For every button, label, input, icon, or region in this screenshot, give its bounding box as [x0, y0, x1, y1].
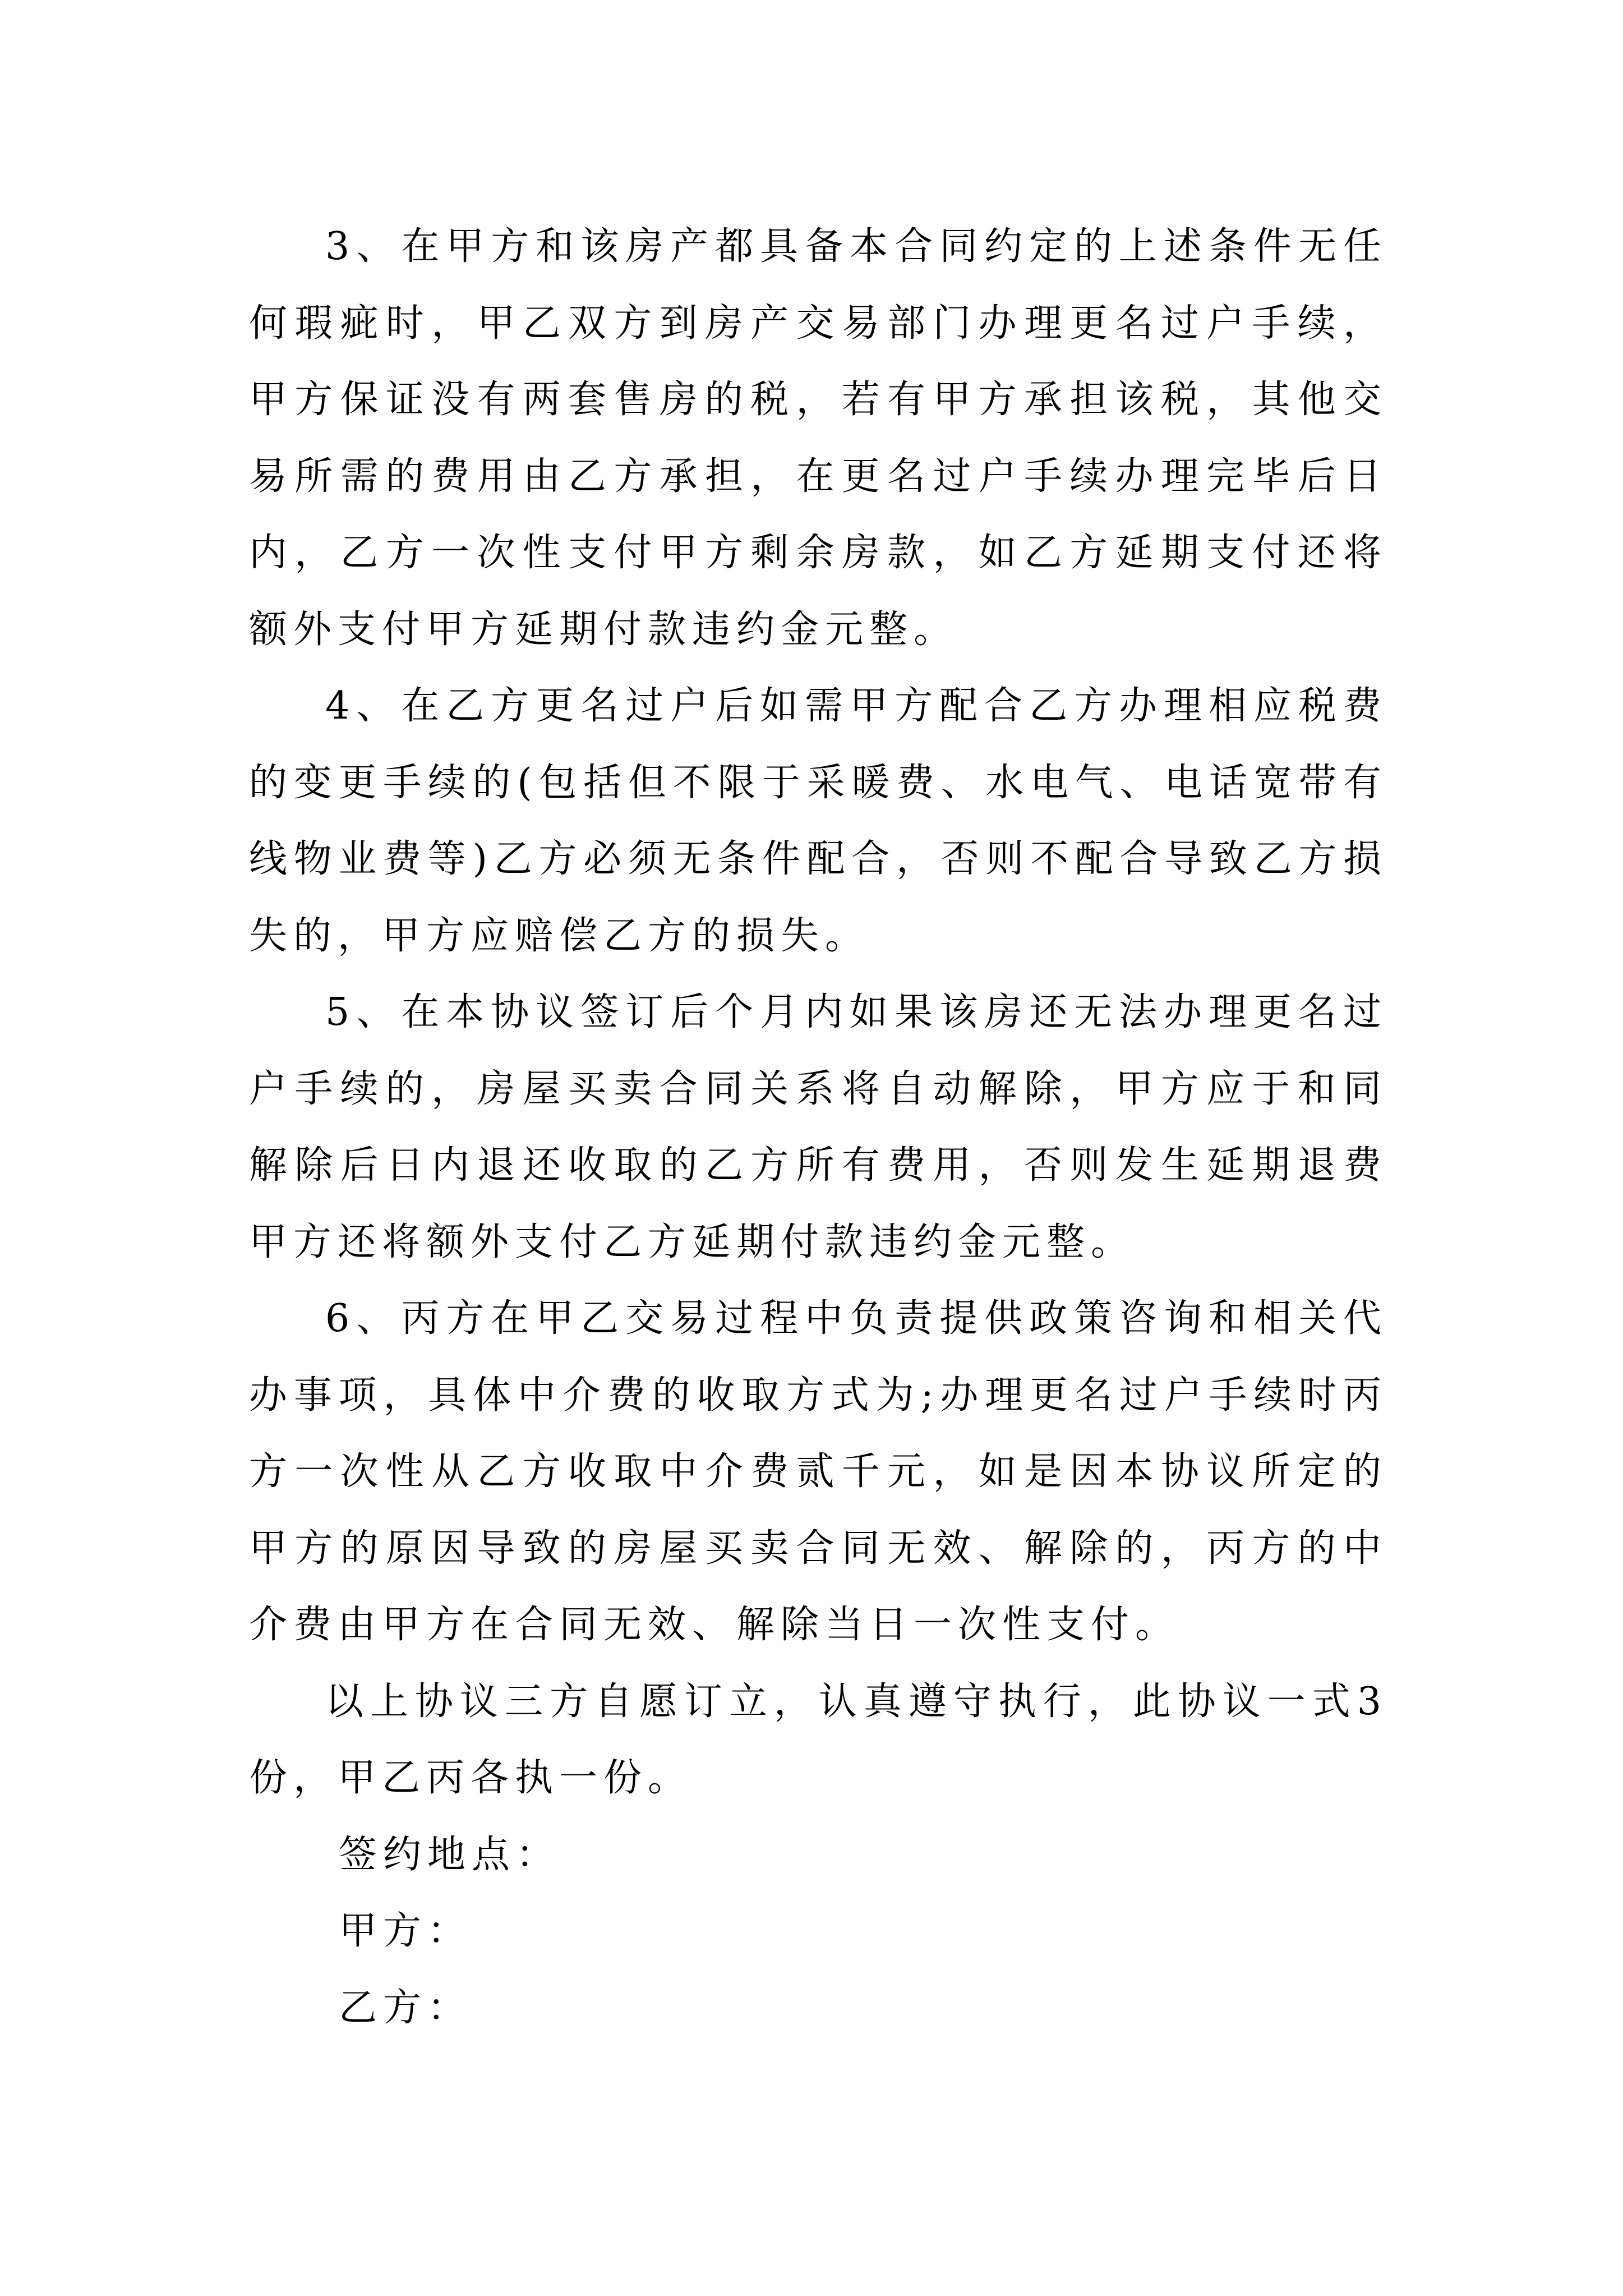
signing-location-label: 签约地点：	[339, 1832, 561, 1877]
party-b-label: 乙方：	[339, 1985, 472, 2030]
party-a-label: 甲方：	[339, 1909, 472, 1953]
clause-4: 4、在乙方更名过户后如需甲方配合乙方办理相应税费的变更手续的(包括但不限于采暖费、水电气、电话宽带有线物业费等)乙方必须无条件配合，否则不配合导致乙方损失的，甲方应赔偿乙方的损失。	[249, 684, 1387, 958]
clause-5: 5、在本协议签订后个月内如果该房还无法办理更名过户手续的，房屋买卖合同关系将自动解除，甲方应于和同解除后日内退还收取的乙方所有费用，否则发生延期退费甲方还将额外支付乙方延期付款违约金元整。	[249, 990, 1387, 1264]
closing-statement: 以上协议三方自愿订立，认真遵守执行，此协议一式3份，甲乙丙各执一份。	[249, 1679, 1387, 1800]
clause-3: 3、在甲方和该房产都具备本合同约定的上述条件无任何瑕疵时，甲乙双方到房产交易部门办理更名过户手续，甲方保证没有两套售房的税，若有甲方承担该税，其他交易所需的费用由乙方承担，在更名过户手续办理完毕后日内，乙方一次性支付甲方剩余房款，如乙方延期支付还将额外支付甲方延期付款违约金元整。	[249, 224, 1387, 652]
clause-6: 6、丙方在甲乙交易过程中负责提供政策咨询和相关代办事项，具体中介费的收取方式为;办理更名过户手续时丙方一次性从乙方收取中介费贰千元，如是因本协议所定的甲方的原因导致的房屋买卖合同无效、解除的，丙方的中介费由甲方在合同无效、解除当日一次性支付。	[249, 1296, 1387, 1647]
contract-body	[249, 209, 1387, 2046]
